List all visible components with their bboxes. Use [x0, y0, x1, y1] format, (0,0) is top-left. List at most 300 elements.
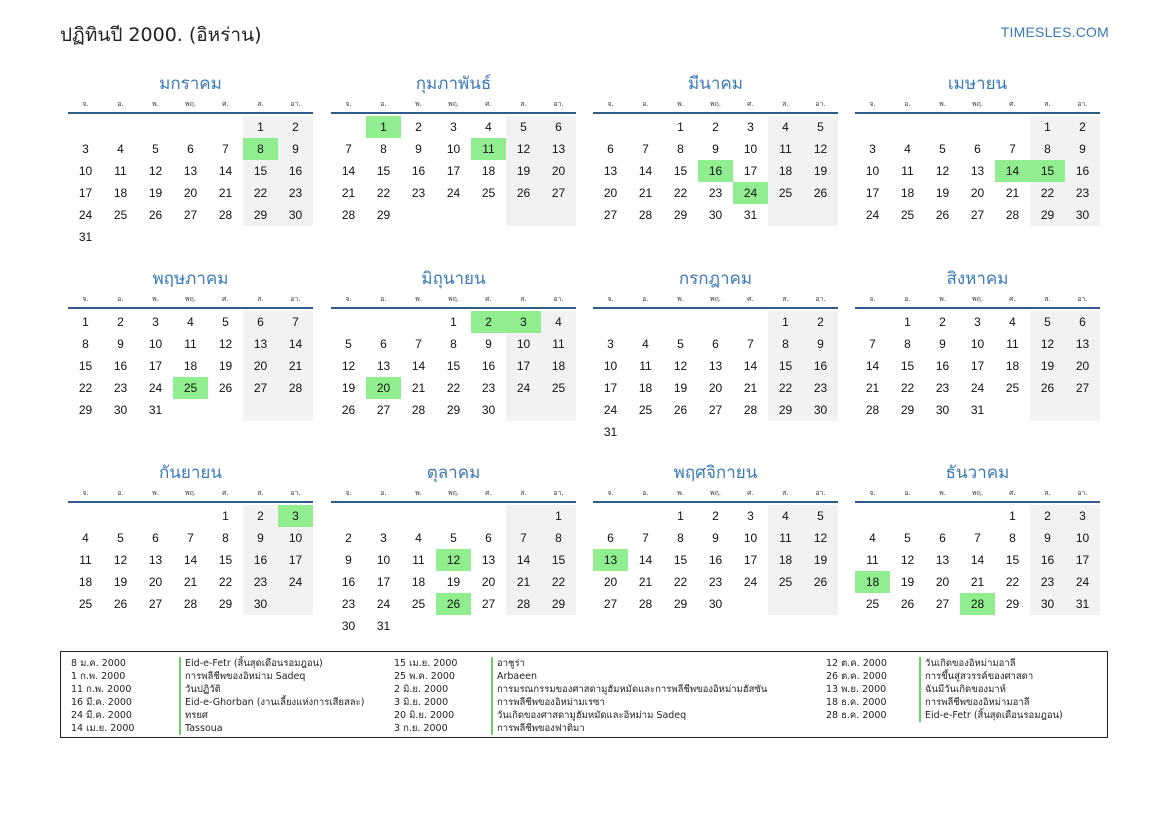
- day-cell: 30: [113, 403, 128, 417]
- empty-day-cell: [803, 204, 838, 226]
- day-cell: 5: [1030, 311, 1065, 333]
- day-cell: 11: [768, 527, 803, 549]
- day-cell: 6: [152, 531, 159, 545]
- day-cell: 13: [708, 359, 723, 373]
- day-cell: 1: [904, 315, 911, 329]
- day-cell: 3: [1065, 505, 1100, 527]
- day-cell: 28: [341, 208, 356, 222]
- day-cell: 19: [218, 359, 233, 373]
- weekday-label: พฤ.: [709, 100, 722, 108]
- day-cell: 5: [450, 531, 457, 545]
- day-cell: 23: [708, 186, 723, 200]
- day-cell: 12: [1030, 333, 1065, 355]
- empty-day-cell: [733, 421, 768, 443]
- day-cell: 8: [450, 337, 457, 351]
- weekday-label: พฤ.: [971, 100, 984, 108]
- day-cell: 25: [900, 208, 915, 222]
- holiday-date: 16 มี.ค. 2000: [71, 697, 132, 708]
- day-cell: 13: [603, 164, 618, 178]
- day-cell: 31: [376, 619, 391, 633]
- day-cell: 9: [939, 337, 946, 351]
- empty-day-cell: [855, 505, 890, 527]
- day-cell: 6: [485, 531, 492, 545]
- day-cell: 3: [82, 142, 89, 156]
- day-cell: 22: [446, 381, 461, 395]
- day-cell: 27: [541, 182, 576, 204]
- day-cell: 27: [708, 403, 723, 417]
- day-cell: 19: [673, 381, 688, 395]
- weekday-header: [855, 97, 1100, 114]
- weekday-label: ศ.: [1009, 489, 1016, 497]
- day-cell: 3: [747, 120, 754, 134]
- weekday-label: จ.: [345, 295, 352, 303]
- day-cell: 30: [1065, 204, 1100, 226]
- weekday-label: จ.: [607, 100, 614, 108]
- day-cell: 11: [1006, 337, 1019, 351]
- month-name: สิงหาคม: [946, 269, 1009, 289]
- day-cell: 25: [78, 597, 93, 611]
- day-cell: 8: [82, 337, 89, 351]
- day-cell: 23: [708, 575, 723, 589]
- day-cell: 20: [183, 186, 198, 200]
- day-cell: 20: [603, 186, 618, 200]
- day-cell: 7: [974, 531, 981, 545]
- weekday-label: จ.: [869, 100, 876, 108]
- day-cell: 23: [481, 381, 496, 395]
- day-cell: 18: [1005, 359, 1020, 373]
- holiday-list: [60, 651, 1108, 738]
- weekday-label: อ.: [380, 100, 387, 108]
- holiday-name: การพลีชีพของอิหม่ามอาลี: [919, 696, 1030, 709]
- day-cell: 15: [673, 164, 688, 178]
- holiday-name: อาชูร่า: [491, 657, 525, 670]
- day-cell: 23: [935, 381, 950, 395]
- day-cell: 8: [677, 531, 684, 545]
- holiday-name: การขึ้นสู่สวรรค์ของศาสดา: [919, 670, 1033, 683]
- weekday-header: [331, 292, 576, 309]
- weekday-label: อ.: [117, 489, 124, 497]
- day-cell: 3: [869, 142, 876, 156]
- day-cell: 19: [803, 160, 838, 182]
- day-cell: 17: [506, 355, 541, 377]
- day-cell: 9: [485, 337, 492, 351]
- empty-day-cell: [366, 505, 401, 527]
- day-cell: 27: [243, 377, 278, 399]
- day-cell: 6: [712, 337, 719, 351]
- day-cell: 16: [1065, 160, 1100, 182]
- holiday-day-cell: 13: [593, 549, 628, 571]
- empty-day-cell: [436, 204, 471, 226]
- day-cell: 30: [481, 403, 496, 417]
- empty-day-cell: [366, 311, 401, 333]
- day-cell: 9: [1030, 527, 1065, 549]
- weekday-label: อา.: [290, 295, 301, 303]
- day-cell: 10: [278, 527, 313, 549]
- day-cell: 30: [341, 619, 356, 633]
- day-cell: 7: [345, 142, 352, 156]
- month-name: กรกฎาคม: [678, 269, 753, 289]
- weekday-label: พ.: [939, 489, 946, 497]
- empty-day-cell: [593, 505, 628, 527]
- holiday-date: 3 ก.ย. 2000: [394, 723, 448, 734]
- day-cell: 24: [148, 381, 163, 395]
- day-cell: 21: [411, 381, 426, 395]
- holiday-day-cell: 3: [278, 505, 313, 527]
- weekday-label: ศ.: [485, 489, 492, 497]
- month-block: [68, 71, 313, 248]
- day-cell: 7: [642, 142, 649, 156]
- weekday-label: จ.: [345, 100, 352, 108]
- day-cell: 5: [152, 142, 159, 156]
- day-cell: 10: [78, 164, 93, 178]
- empty-day-cell: [768, 204, 803, 226]
- weekday-label: พ.: [152, 100, 159, 108]
- day-cell: 7: [1009, 142, 1016, 156]
- weekday-label: อา.: [815, 295, 826, 303]
- day-cell: 26: [803, 571, 838, 593]
- day-cell: 22: [768, 377, 803, 399]
- empty-day-cell: [243, 226, 278, 248]
- month-block: [855, 460, 1100, 615]
- day-cell: 2: [117, 315, 124, 329]
- empty-day-cell: [331, 116, 366, 138]
- holiday-day-cell: 15: [1030, 160, 1065, 182]
- day-cell: 21: [970, 575, 985, 589]
- empty-day-cell: [541, 204, 576, 226]
- day-cell: 3: [152, 315, 159, 329]
- day-cell: 22: [78, 381, 93, 395]
- holiday-day-cell: 11: [471, 138, 506, 160]
- holiday-date: 28 ธ.ค. 2000: [826, 710, 887, 721]
- day-cell: 27: [603, 597, 618, 611]
- day-cell: 29: [446, 403, 461, 417]
- weekday-label: พ.: [677, 489, 684, 497]
- day-cell: 19: [1030, 355, 1065, 377]
- day-cell: 24: [1065, 571, 1100, 593]
- day-cell: 21: [506, 571, 541, 593]
- month-name: ตุลาคม: [426, 463, 481, 483]
- day-cell: 1: [1030, 116, 1065, 138]
- day-cell: 20: [243, 355, 278, 377]
- day-cell: 13: [481, 553, 496, 567]
- day-cell: 23: [411, 186, 426, 200]
- day-cell: 13: [183, 164, 198, 178]
- day-cell: 6: [380, 337, 387, 351]
- day-cell: 21: [865, 381, 880, 395]
- empty-day-cell: [925, 505, 960, 527]
- day-cell: 24: [506, 377, 541, 399]
- day-cell: 25: [1005, 381, 1020, 395]
- day-cell: 20: [970, 186, 985, 200]
- empty-day-cell: [68, 505, 103, 527]
- weekday-label: พ.: [415, 489, 422, 497]
- weekday-label: อา.: [1077, 100, 1088, 108]
- weekday-label: จ.: [82, 489, 89, 497]
- day-cell: 12: [341, 359, 356, 373]
- day-cell: 19: [506, 160, 541, 182]
- day-grid: [855, 311, 1100, 421]
- holiday-name: การพลีชีพของอิหม่าม Sadeq: [179, 670, 305, 683]
- day-cell: 18: [481, 164, 496, 178]
- day-cell: 12: [113, 553, 128, 567]
- day-cell: 16: [935, 359, 950, 373]
- day-cell: 13: [148, 553, 163, 567]
- day-cell: 14: [218, 164, 233, 178]
- day-grid: [855, 116, 1100, 226]
- empty-day-cell: [1030, 399, 1065, 421]
- month-block: [855, 71, 1100, 226]
- day-cell: 8: [222, 531, 229, 545]
- day-cell: 2: [803, 311, 838, 333]
- empty-day-cell: [1065, 399, 1100, 421]
- day-cell: 12: [935, 164, 950, 178]
- day-cell: 26: [935, 208, 950, 222]
- weekday-label: จ.: [82, 295, 89, 303]
- holiday-day-cell: 1: [366, 116, 401, 138]
- day-cell: 3: [450, 120, 457, 134]
- weekday-label: พ.: [415, 100, 422, 108]
- weekday-label: ศ.: [747, 295, 754, 303]
- day-cell: 11: [639, 359, 652, 373]
- day-cell: 29: [218, 597, 233, 611]
- weekday-label: ศ.: [222, 489, 229, 497]
- month-name: เมษายน: [947, 74, 1008, 94]
- day-cell: 13: [243, 333, 278, 355]
- day-cell: 18: [113, 186, 128, 200]
- weekday-label: ส.: [257, 489, 264, 497]
- day-cell: 31: [603, 425, 618, 439]
- day-cell: 23: [243, 571, 278, 593]
- day-cell: 24: [603, 403, 618, 417]
- day-cell: 10: [970, 337, 985, 351]
- holiday-day-cell: 25: [173, 377, 208, 399]
- day-cell: 26: [673, 403, 688, 417]
- weekday-label: ศ.: [747, 100, 754, 108]
- brand-link[interactable]: TIMESLES.COM: [1000, 24, 1109, 40]
- day-cell: 7: [506, 527, 541, 549]
- weekday-label: อ.: [904, 100, 911, 108]
- day-cell: 22: [541, 571, 576, 593]
- month-block: [593, 266, 838, 443]
- day-cell: 7: [869, 337, 876, 351]
- day-cell: 17: [278, 549, 313, 571]
- day-cell: 10: [376, 553, 391, 567]
- day-cell: 23: [803, 377, 838, 399]
- day-cell: 11: [114, 164, 127, 178]
- empty-day-cell: [733, 311, 768, 333]
- day-cell: 5: [222, 315, 229, 329]
- day-cell: 20: [708, 381, 723, 395]
- day-cell: 7: [415, 337, 422, 351]
- holiday-name: ฉันมีวันเกิดของมาห์: [919, 683, 1006, 696]
- day-cell: 16: [708, 553, 723, 567]
- day-cell: 11: [866, 553, 879, 567]
- day-cell: 26: [218, 381, 233, 395]
- weekday-label: พ.: [415, 295, 422, 303]
- day-cell: 26: [1030, 377, 1065, 399]
- weekday-label: อา.: [815, 100, 826, 108]
- day-cell: 2: [243, 505, 278, 527]
- holiday-day-cell: 28: [960, 593, 995, 615]
- day-cell: 19: [935, 186, 950, 200]
- empty-day-cell: [401, 615, 436, 637]
- day-cell: 21: [341, 186, 356, 200]
- day-cell: 4: [869, 531, 876, 545]
- day-cell: 17: [446, 164, 461, 178]
- holiday-date: 8 ม.ค. 2000: [71, 658, 126, 669]
- day-grid: [68, 116, 313, 248]
- empty-day-cell: [733, 593, 768, 615]
- holiday-day-cell: 18: [855, 571, 890, 593]
- day-cell: 22: [1005, 575, 1020, 589]
- day-cell: 16: [243, 549, 278, 571]
- day-cell: 14: [506, 549, 541, 571]
- day-cell: 6: [541, 116, 576, 138]
- holiday-name: วันเกิดของศาสดามูฮัมหมัดและอิหม่าม Sadeq: [491, 709, 686, 722]
- day-cell: 5: [345, 337, 352, 351]
- holiday-name: Eid-e-Fetr (สิ้นสุดเดือนรอมฎอน): [919, 709, 1063, 722]
- day-grid: [331, 505, 576, 637]
- empty-day-cell: [138, 116, 173, 138]
- empty-day-cell: [698, 421, 733, 443]
- empty-day-cell: [506, 204, 541, 226]
- day-cell: 2: [1065, 116, 1100, 138]
- day-cell: 19: [803, 549, 838, 571]
- weekday-label: อ.: [117, 100, 124, 108]
- empty-day-cell: [278, 399, 313, 421]
- holiday-date: 25 พ.ค. 2000: [394, 671, 455, 682]
- month-block: [593, 460, 838, 615]
- empty-day-cell: [103, 116, 138, 138]
- day-cell: 2: [1030, 505, 1065, 527]
- empty-day-cell: [173, 399, 208, 421]
- weekday-label: ส.: [257, 100, 264, 108]
- day-cell: 4: [904, 142, 911, 156]
- day-cell: 7: [278, 311, 313, 333]
- day-cell: 27: [376, 403, 391, 417]
- day-cell: 22: [376, 186, 391, 200]
- weekday-label: อา.: [553, 295, 564, 303]
- day-cell: 19: [446, 575, 461, 589]
- empty-day-cell: [593, 311, 628, 333]
- weekday-label: ส.: [782, 100, 789, 108]
- empty-day-cell: [663, 311, 698, 333]
- day-cell: 22: [243, 182, 278, 204]
- day-cell: 3: [380, 531, 387, 545]
- weekday-label: จ.: [869, 295, 876, 303]
- day-cell: 11: [541, 333, 576, 355]
- day-cell: 5: [677, 337, 684, 351]
- holiday-day-cell: 16: [698, 160, 733, 182]
- holiday-date: 1 ก.พ. 2000: [71, 671, 126, 682]
- day-cell: 19: [113, 575, 128, 589]
- day-cell: 28: [183, 597, 198, 611]
- empty-day-cell: [541, 615, 576, 637]
- month-block: [68, 266, 313, 421]
- day-cell: 16: [1030, 549, 1065, 571]
- month-name: พฤศจิกายน: [673, 463, 758, 483]
- empty-day-cell: [855, 311, 890, 333]
- day-cell: 10: [603, 359, 618, 373]
- weekday-label: พฤ.: [447, 489, 460, 497]
- day-cell: 15: [376, 164, 391, 178]
- weekday-label: พ.: [939, 100, 946, 108]
- day-cell: 1: [677, 509, 684, 523]
- day-cell: 1: [1009, 509, 1016, 523]
- day-cell: 10: [506, 333, 541, 355]
- weekday-label: อ.: [117, 295, 124, 303]
- holiday-date: 26 ต.ค. 2000: [826, 671, 887, 682]
- day-cell: 27: [1065, 377, 1100, 399]
- empty-day-cell: [471, 204, 506, 226]
- day-cell: 13: [935, 553, 950, 567]
- day-cell: 4: [642, 337, 649, 351]
- day-cell: 16: [113, 359, 128, 373]
- weekday-label: พฤ.: [447, 100, 460, 108]
- empty-day-cell: [208, 226, 243, 248]
- weekday-label: พฤ.: [971, 295, 984, 303]
- day-cell: 27: [603, 208, 618, 222]
- weekday-label: พ.: [152, 489, 159, 497]
- month-block: [68, 460, 313, 615]
- weekday-label: ศ.: [747, 489, 754, 497]
- weekday-label: พฤ.: [184, 489, 197, 497]
- day-grid: [855, 505, 1100, 615]
- holiday-name: Eid-e-Fetr (สิ้นสุดเดือนรอมฎอน): [179, 657, 323, 670]
- holiday-day-cell: 3: [506, 311, 541, 333]
- day-cell: 12: [803, 527, 838, 549]
- weekday-label: พฤ.: [709, 295, 722, 303]
- day-cell: 9: [803, 333, 838, 355]
- empty-day-cell: [628, 116, 663, 138]
- day-cell: 28: [638, 597, 653, 611]
- empty-day-cell: [628, 421, 663, 443]
- empty-day-cell: [103, 226, 138, 248]
- day-cell: 18: [768, 549, 803, 571]
- weekday-label: อา.: [290, 489, 301, 497]
- weekday-label: พ.: [677, 100, 684, 108]
- weekday-label: พ.: [677, 295, 684, 303]
- day-cell: 31: [743, 208, 758, 222]
- day-cell: 3: [974, 315, 981, 329]
- day-cell: 14: [865, 359, 880, 373]
- holiday-day-cell: 24: [733, 182, 768, 204]
- day-cell: 1: [677, 120, 684, 134]
- day-cell: 14: [970, 553, 985, 567]
- day-cell: 9: [712, 531, 719, 545]
- empty-day-cell: [138, 505, 173, 527]
- weekday-header: [68, 486, 313, 503]
- day-cell: 16: [278, 160, 313, 182]
- month-name: มีนาคม: [688, 74, 743, 94]
- day-cell: 20: [935, 575, 950, 589]
- empty-day-cell: [278, 226, 313, 248]
- day-cell: 20: [148, 575, 163, 589]
- weekday-header: [593, 97, 838, 114]
- day-cell: 27: [183, 208, 198, 222]
- day-cell: 24: [376, 597, 391, 611]
- day-grid: [331, 116, 576, 226]
- day-cell: 14: [411, 359, 426, 373]
- day-cell: 18: [411, 575, 426, 589]
- day-cell: 14: [638, 553, 653, 567]
- weekday-label: อ.: [904, 295, 911, 303]
- day-cell: 4: [1009, 315, 1016, 329]
- month-name: ธันวาคม: [945, 463, 1010, 483]
- holiday-name: Tassoua: [179, 722, 223, 735]
- empty-day-cell: [401, 311, 436, 333]
- holiday-day-cell: 12: [436, 549, 471, 571]
